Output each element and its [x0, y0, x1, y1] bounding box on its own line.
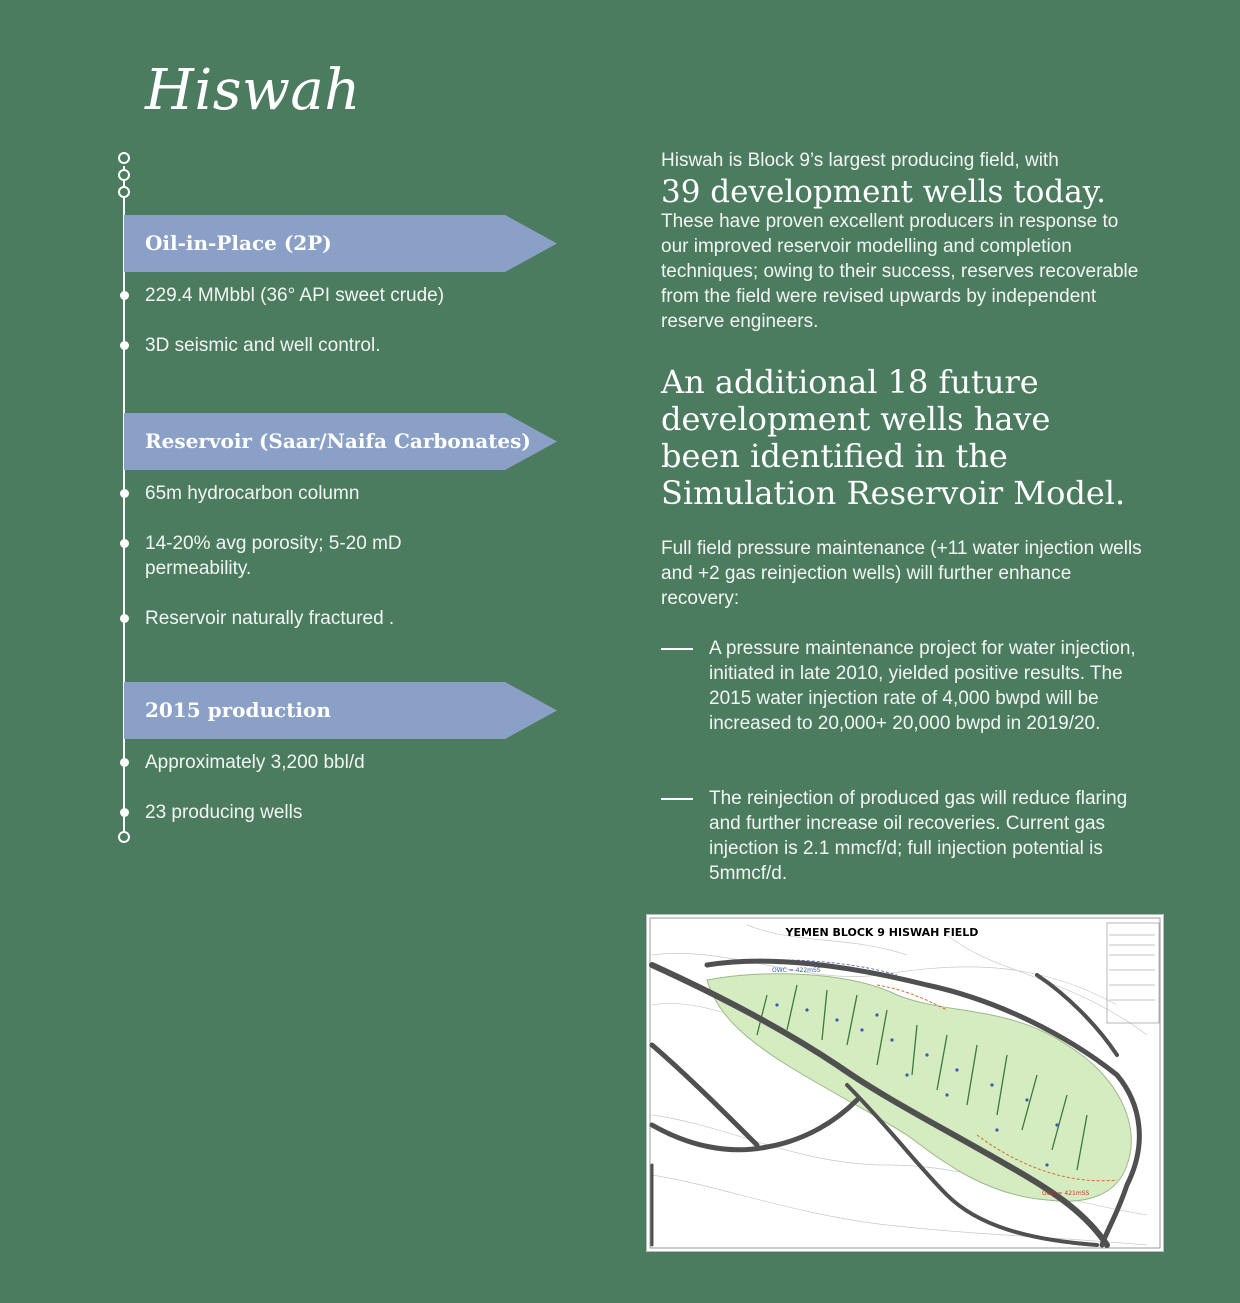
bullet-item	[661, 636, 1141, 736]
headline: An additional 18 future development wells have been identified in the Simulation Reservoir Model.	[661, 363, 1126, 512]
section-label: Oil-in-Place (2P)	[145, 231, 332, 255]
section-label: Reservoir (Saar/Naifa Carbonates)	[145, 429, 531, 453]
list-item: Reservoir naturally fractured .	[145, 608, 395, 629]
bullet-text: The reinjection of produced gas will reduce flaring and further increase oil recoveries. Current gas injection is 2.1 mmcf/d; full injection potential is 5mmcf/d.	[709, 788, 1128, 884]
timeline-ring	[118, 186, 130, 198]
timeline-end-ring	[118, 831, 130, 843]
bullet-dot	[120, 341, 129, 350]
intro-lead: Hiswah is Block 9’s largest producing field, with	[661, 150, 1059, 171]
list-item: 65m hydrocarbon column	[145, 483, 360, 504]
list-item: 229.4 MMbbl (36° API sweet crude)	[145, 285, 445, 306]
bullet-text: A pressure maintenance project for water injection, initiated in late 2010, yielded positive results. The 2015 water injection rate of 4,000 bwpd will be increased to 20,000+ 20,000 bwpd in 2019/20.	[709, 638, 1136, 734]
field-map-image	[647, 915, 1163, 1251]
field-map	[646, 914, 1164, 1252]
bullet-dot	[120, 291, 129, 300]
map-owc-label: OWC = 422mSS	[772, 967, 821, 974]
dash-icon	[661, 648, 693, 650]
map-title: YEMEN BLOCK 9 HISWAH FIELD	[785, 926, 979, 939]
bullet-dot	[120, 758, 129, 767]
intro-block	[661, 148, 1146, 334]
bullet-item	[661, 786, 1141, 886]
timeline-ring	[118, 169, 130, 181]
list-item: 14-20% avg porosity; 5-20 mD permeability.	[145, 533, 402, 579]
map-goc-label: GOC = 421mSS	[1042, 1190, 1090, 1197]
section-label: 2015 production	[145, 698, 331, 722]
bullet-dot	[120, 614, 129, 623]
list-item: Approximately 3,200 bbl/d	[145, 752, 365, 773]
dash-icon	[661, 798, 693, 800]
page-title: Hiswah	[145, 58, 361, 123]
timeline-ring	[118, 152, 130, 164]
intro-highlight: 39 development wells today.	[661, 174, 1106, 210]
intro-body: These have proven excellent producers in response to our improved reservoir modelling and completion techniques; owing to their success, reserves recoverable from the field were revised upwards by independent reserve engineers.	[661, 211, 1139, 332]
bullet-dot	[120, 539, 129, 548]
bullet-dot	[120, 808, 129, 817]
bullet-dot	[120, 489, 129, 498]
pressure-intro: Full field pressure maintenance (+11 water injection wells and +2 gas reinjection wells) will further enhance recovery:	[661, 538, 1142, 609]
list-item: 23 producing wells	[145, 802, 303, 823]
list-item: 3D seismic and well control.	[145, 335, 381, 356]
